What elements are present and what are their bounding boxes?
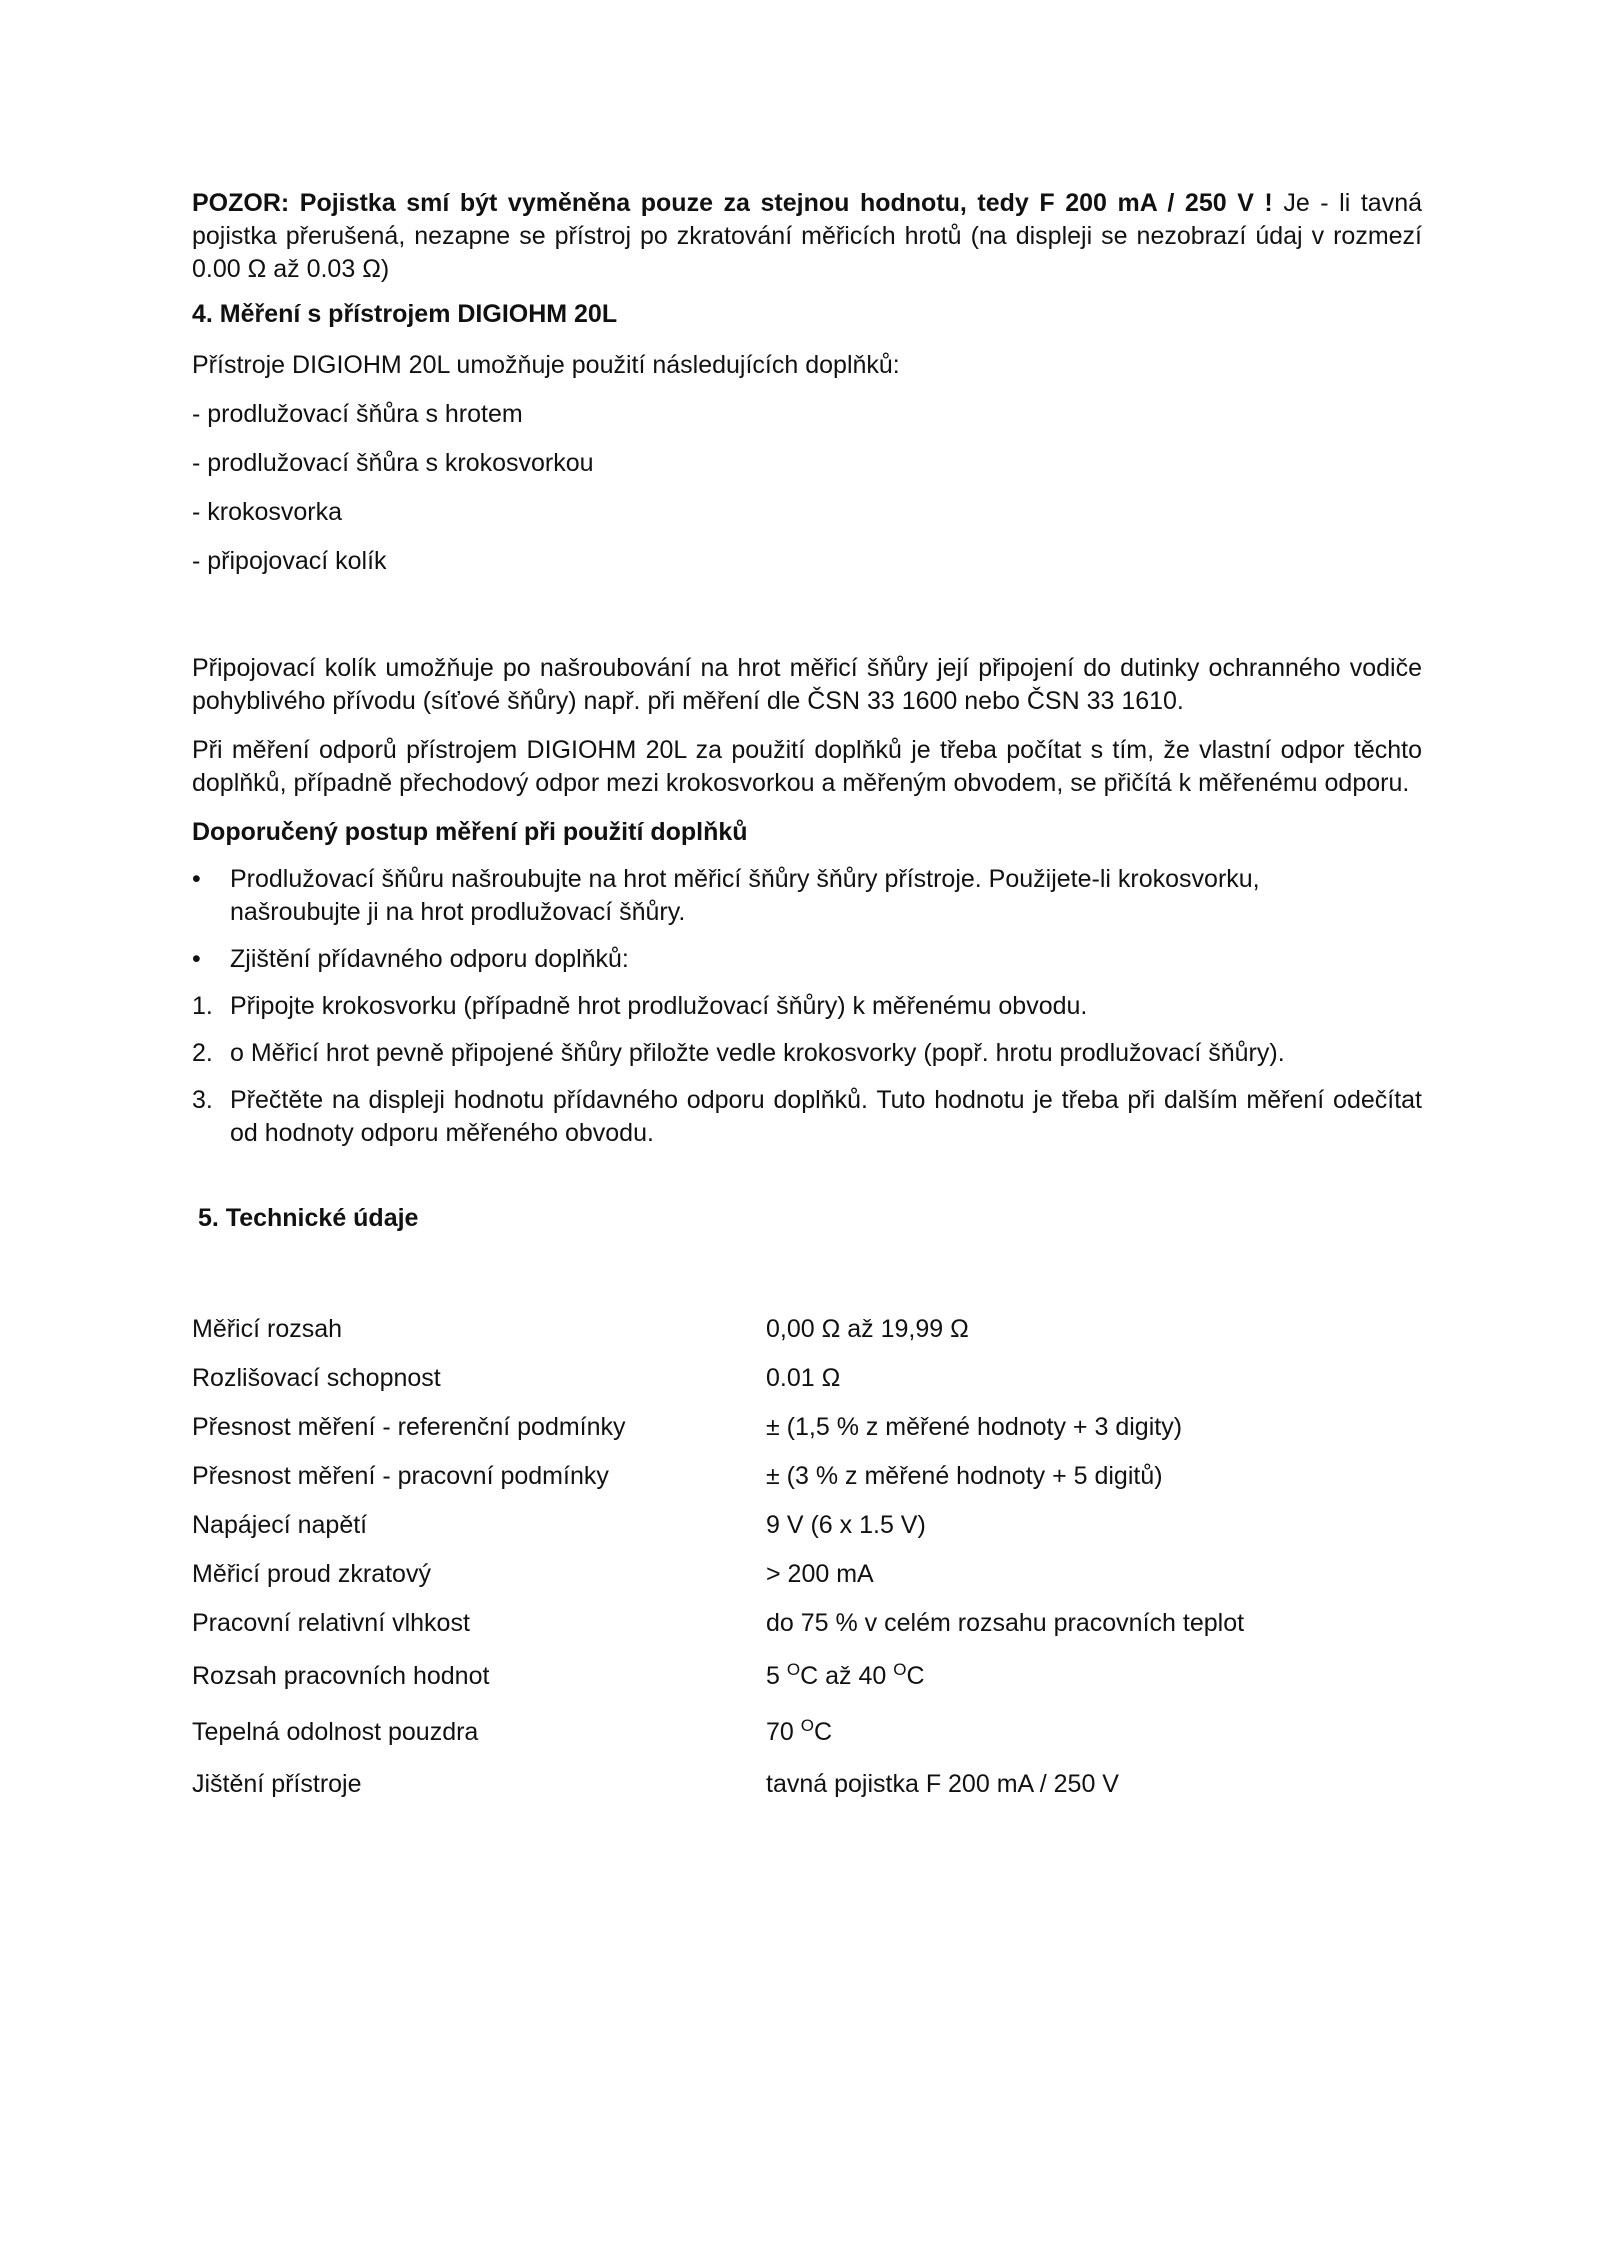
table-row: [192, 1403, 1422, 1452]
accessories-list: [192, 398, 1422, 578]
technical-specs-table: [192, 1305, 1422, 1809]
list-item: [192, 1037, 1422, 1070]
spec-label: Měřicí proud zkratový: [192, 1560, 431, 1588]
list-item: - prodlužovací šňůra s hrotem: [192, 400, 523, 428]
list-item: [192, 1084, 1422, 1150]
spec-label: Rozsah pracovních hodnot: [192, 1661, 490, 1690]
degree-mark: O: [800, 1715, 814, 1735]
step-number: 3.: [192, 1086, 213, 1114]
value-text: 70: [766, 1717, 801, 1746]
table-row: [192, 1648, 1422, 1704]
table-row: [192, 1550, 1422, 1599]
spec-value: 0,00 Ω až 19,99 Ω: [766, 1315, 969, 1343]
spec-label: Tepelná odolnost pouzdra: [192, 1717, 479, 1746]
bullet-mark: •: [192, 865, 201, 893]
list-item: - připojovací kolík: [192, 547, 387, 575]
step-number: 1.: [192, 992, 213, 1020]
value-text: 5: [766, 1661, 787, 1690]
list-item: [192, 990, 1422, 1023]
step-text: Připojte krokosvorku (případně hrot prodlužovací šňůry) k měřenému obvodu.: [230, 992, 1088, 1020]
spec-label: Měřicí rozsah: [192, 1315, 343, 1343]
list-item: - krokosvorka: [192, 498, 343, 526]
step-text: o Měřicí hrot pevně připojené šňůry přiložte vedle krokosvorky (popř. hrotu prodlužovací šňůry).: [230, 1039, 1285, 1067]
bullet-mark: •: [192, 945, 201, 973]
spacer: [192, 594, 1422, 652]
table-row: [192, 1760, 1422, 1809]
section-5-title: 5. Technické údaje: [198, 1204, 419, 1232]
spec-value: tavná pojistka F 200 mA / 250 V: [766, 1770, 1119, 1798]
list-item: [192, 943, 1422, 976]
spec-value: [766, 1648, 1422, 1704]
spec-value: [766, 1704, 1422, 1760]
table-row: [192, 1452, 1422, 1501]
step-number: 2.: [192, 1039, 213, 1067]
spec-label: Přesnost měření - pracovní podmínky: [192, 1462, 609, 1490]
spec-label: Jištění přístroje: [192, 1770, 362, 1798]
table-row: [192, 1704, 1422, 1760]
table-row: [192, 1305, 1422, 1354]
procedure-steps: [192, 863, 1422, 1150]
spec-label: Napájecí napětí: [192, 1511, 368, 1539]
step-text: Prodlužovací šňůru našroubujte na hrot měřicí šňůry šňůry přístroje. Použijete-li krokosvorku, našroubujte ji na hrot prodlužovací šňůry.: [230, 865, 1260, 926]
spec-value: 0.01 Ω: [766, 1364, 841, 1392]
table-row: [192, 1599, 1422, 1648]
step-text: Zjištění přídavného odporu doplňků:: [230, 945, 629, 973]
fuse-warning-bold: POZOR: Pojistka smí být vyměněna pouze za stejnou hodnotu, tedy F 200 mA / 250 V !: [192, 189, 1273, 217]
degree-mark: O: [893, 1659, 907, 1679]
procedure-title: Doporučený postup měření při použití doplňků: [192, 818, 748, 846]
spec-label: Přesnost měření - referenční podmínky: [192, 1413, 626, 1441]
document-page: [192, 187, 1422, 1809]
fuse-warning: [192, 187, 1422, 286]
spec-value: > 200 mA: [766, 1560, 874, 1588]
spec-label: Rozlišovací schopnost: [192, 1364, 441, 1392]
connector-pin-paragraph: Připojovací kolík umožňuje po našroubování na hrot měřicí šňůry její připojení do dutinky ochranného vodiče pohyblivého přívodu (síťové šňůry) např. při měření dle ČSN 33 1600 nebo ČSN 33 1610.: [192, 654, 1422, 715]
spec-value: 9 V (6 x 1.5 V): [766, 1511, 926, 1539]
section-4-title: 4. Měření s přístrojem DIGIOHM 20L: [192, 300, 618, 328]
accessory-resistance-paragraph: Při měření odporů přístrojem DIGIOHM 20L za použití doplňků je třeba počítat s tím, že vlastní odpor těchto doplňků, případně přechodový odpor mezi krokosvorkou a měřeným obvodem, se přičítá k měřenému odporu.: [192, 736, 1422, 797]
degree-mark: O: [786, 1659, 801, 1679]
value-text: C: [906, 1661, 925, 1690]
value-text: C: [814, 1717, 833, 1746]
table-row: [192, 1501, 1422, 1550]
accessories-intro: Přístroje DIGIOHM 20L umožňuje použití následujících doplňků:: [192, 351, 900, 379]
spec-value: do 75 % v celém rozsahu pracovních teplot: [766, 1609, 1245, 1637]
list-item: [192, 863, 1422, 929]
spec-value: ± (1,5 % z měřené hodnoty + 3 digity): [766, 1413, 1183, 1441]
list-item: - prodlužovací šňůra s krokosvorkou: [192, 449, 594, 477]
fuse-warning-text: Je - li tavná pojistka přerušená, nezapne se přístroj po zkratování měřicích hrotů (na displeji se nezobrazí údaj v rozmezí 0.00 Ω až 0.03 Ω): [192, 189, 1423, 283]
step-text: Přečtěte na displeji hodnotu přídavného odporu doplňků. Tuto hodnotu je třeba při dalším měření odečítat od hodnoty odporu měřeného obvodu.: [230, 1086, 1422, 1147]
spec-label: Pracovní relativní vlhkost: [192, 1609, 470, 1637]
value-text: C až 40: [800, 1661, 894, 1690]
table-row: [192, 1354, 1422, 1403]
spec-value: ± (3 % z měřené hodnoty + 5 digitů): [766, 1462, 1163, 1490]
